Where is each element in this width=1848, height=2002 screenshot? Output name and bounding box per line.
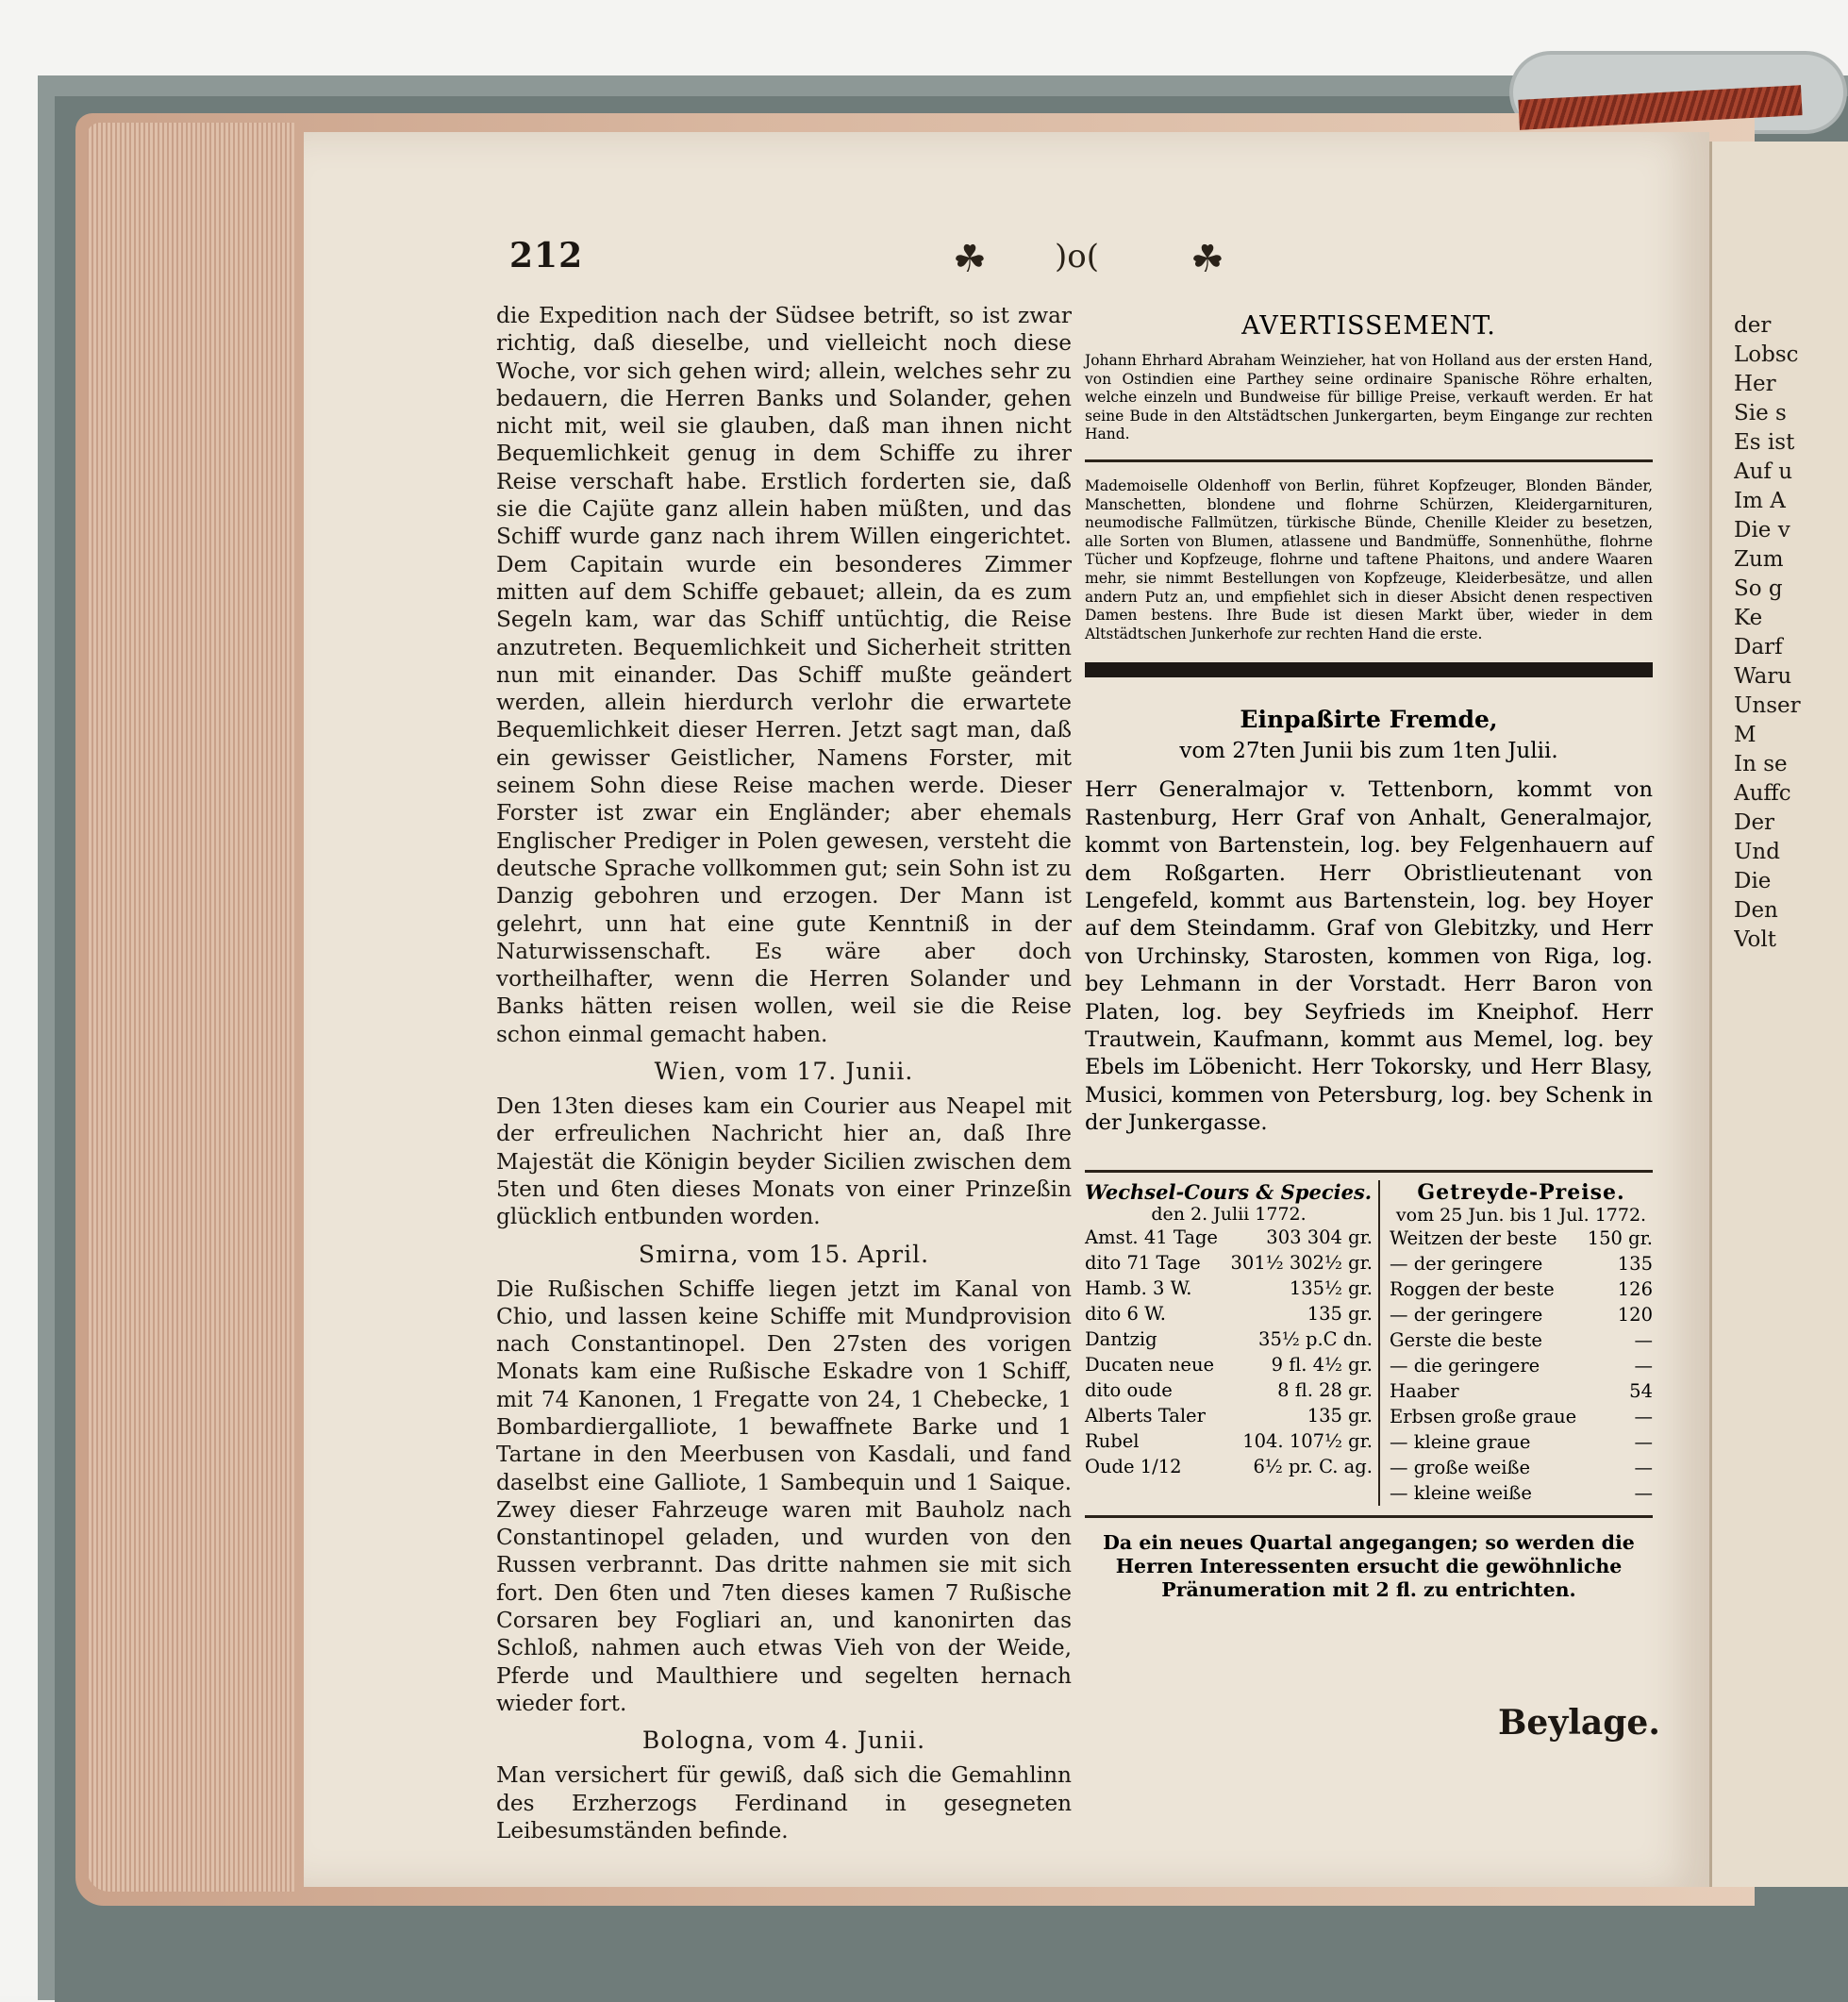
right-page-fragment: Sie s: [1734, 401, 1787, 425]
grain-label: Weitzen der beste: [1390, 1226, 1557, 1249]
ornament-left-icon: ☘: [953, 238, 987, 281]
grain-row: [1390, 1404, 1653, 1429]
exchange-value: 303 304 gr.: [1266, 1226, 1373, 1248]
right-page-fragment: Volt: [1734, 927, 1776, 952]
subscription-notice: Da ein neues Quartal angegangen; so werden die Herren Interessenten ersucht die gewöhnliche Pränumeration mit 2 fl. zu entrichten.: [1103, 1530, 1635, 1601]
avertissement-title: AVERTISSEMENT.: [1241, 311, 1496, 341]
ornament-center-icon: )o(: [1055, 238, 1099, 275]
exchange-title: Wechsel-Cours & Species.: [1085, 1179, 1373, 1204]
right-page-fragment: Die v: [1734, 518, 1790, 542]
exchange-value: 8 fl. 28 gr.: [1277, 1378, 1373, 1401]
exchange-row: [1085, 1276, 1373, 1301]
exchange-row: [1085, 1403, 1373, 1428]
exchange-value: 9 fl. 4½ gr.: [1271, 1353, 1373, 1376]
right-page-fragment: Lobsc: [1734, 342, 1799, 367]
exchange-label: Oude 1/12: [1085, 1455, 1182, 1477]
arrivals-subtitle: vom 27ten Junii bis zum 1ten Julii.: [1179, 739, 1558, 764]
grain-value: —: [1634, 1354, 1653, 1376]
right-page-fragment: Auf u: [1734, 459, 1793, 484]
exchange-label: Dantzig: [1085, 1327, 1157, 1350]
grain-label: Haaber: [1390, 1379, 1459, 1402]
exchange-label: Hamb. 3 W.: [1085, 1276, 1192, 1299]
article-bologna: Man versichert für gewiß, daß sich die Gemahlinn des Erzherzogs Ferdinand in gesegneten Leibesumständen befinde.: [496, 1762, 1072, 1844]
grain-label: Roggen der beste: [1390, 1277, 1555, 1300]
exchange-row: [1085, 1454, 1373, 1479]
grain-value: —: [1634, 1328, 1653, 1351]
dateline-wien: Wien, vom 17. Junii.: [654, 1058, 914, 1086]
right-page-fragment: Unser: [1734, 693, 1801, 718]
exchange-value: 104. 107½ gr.: [1242, 1429, 1373, 1452]
grain-value: 150 gr.: [1587, 1226, 1653, 1249]
grain-row: [1390, 1455, 1653, 1480]
right-page-fragment: Auffc: [1734, 781, 1791, 806]
grain-label: — der geringere: [1390, 1252, 1543, 1275]
exchange-date: den 2. Julii 1772.: [1151, 1203, 1307, 1225]
advert-weinzieher: Johann Ehrhard Abraham Weinzieher, hat von Holland aus der ersten Hand, von Ostindien eine Parthey seine ordinaire Spanische Röhre erhalten, welche einzeln und Bundweise für billige Preise, verkauft werden. Er hat seine Bude in den Altstädtschen Junkergarten, beym Eingange zur rechten Hand.: [1085, 352, 1653, 443]
grain-value: —: [1634, 1456, 1653, 1478]
right-page-fragment: Ke: [1734, 606, 1763, 630]
exchange-label: Amst. 41 Tage: [1085, 1226, 1218, 1248]
exchange-label: dito 6 W.: [1085, 1302, 1166, 1325]
exchange-label: Ducaten neue: [1085, 1353, 1215, 1376]
arrivals-title: Einpaßirte Fremde,: [1240, 706, 1498, 734]
exchange-value: 301½ 302½ gr.: [1230, 1251, 1373, 1274]
right-page-fragment: So g: [1734, 576, 1783, 601]
exchange-label: Alberts Taler: [1085, 1404, 1206, 1426]
grain-label: Gerste die beste: [1390, 1328, 1542, 1351]
grain-row: [1390, 1378, 1653, 1404]
grain-value: —: [1634, 1430, 1653, 1453]
grain-row: [1390, 1251, 1653, 1276]
exchange-table: [1085, 1180, 1380, 1506]
grain-label: Erbsen große graue: [1390, 1405, 1577, 1427]
article-smirna: Die Rußischen Schiffe liegen jetzt im Kanal von Chio, und lassen keine Schiffe mit Mundprovision nach Constantinopel. Den 27sten des vorigen Monats kam eine Rußische Eskadre von 1 Schiff, mit 74 Kanonen, 1 Fregatte von 24, 1 Chebecke, 1 Bombardiergalliote, 1 bewaffnete Barke und 1 Tartane in den Meerbusen von Kasdali, und fand daselbst eine Galliote, 1 Sambequin und 1 Saique. Zwey dieser Fahrzeuge waren mit Bauholz nach Constantinopel geladen, und wurden von den Russen verbrannt. Das dritte nahmen sie mit sich fort. Den 6ten und 7ten dieses kamen 7 Rußische Corsaren bey Fogliari an, und kanonirten das Schloß, nahmen auch etwas Vieh von der Weide, Pferde und Maulthiere und segelten hernach wieder fort.: [496, 1276, 1072, 1716]
right-column: [1085, 311, 1653, 1602]
article-expedition: die Expedition nach der Südsee betrift, so ist zwar richtig, daß dieselbe, und vielleicht noch diese Woche, vor sich gehen wird; allein, welches sehr zu bedauern, die Herren Banks und Solander, gehen nicht mit, weil sie glauben, daß man ihnen nicht Bequemlichkeit genug in dem Schiffe zu ihrer Reise verschaft habe. Erstlich forderten sie, daß sie die Cajüte ganz allein haben müßten, und das Schiff wurde ganz nach ihrem Willen eingerichtet. Dem Capitain wurde ein besonderes Zimmer mitten auf dem Schiffe gebauet; allein, da es zum Segeln kam, war das Schiff untüchtig, die Reise anzutreten. Bequemlichkeit und Sicherheit stritten nun mit einander. Das Schiff mußte geändert werden, allein hierdurch verlohr die erwartete Bequemlichkeit dieser Herren. Jetzt sagt man, daß ein gewisser Geistlicher, Namens Forster, mit seinem Sohn diese Reise machen werde. Dieser Forster ist zwar ein Engländer; aber ehemals Englischer Prediger in Polen gewesen, versteht die deutsche Sprache vollkommen gut; sein Sohn ist zu Danzig gebohren und erzogen. Der Mann ist gelehrt, unn hat eine gute Kenntniß in der Naturwissenschaft. Es wäre aber doch vortheilhafter, wenn die Herren Solander und Banks hätten reisen wollen, weil sie die Reise schon einmal gemacht haben.: [496, 303, 1072, 1047]
grain-table: [1380, 1180, 1653, 1506]
grain-value: 54: [1629, 1379, 1653, 1402]
right-page-fragment: Es ist: [1734, 430, 1795, 455]
divider: [1085, 459, 1653, 462]
right-page-fragment: Zum: [1734, 547, 1784, 572]
grain-label: — kleine weiße: [1390, 1481, 1532, 1504]
grain-label: — große weiße: [1390, 1456, 1531, 1478]
dateline-bologna: Bologna, vom 4. Junii.: [641, 1727, 926, 1755]
exchange-row: [1085, 1377, 1373, 1403]
right-page-fragments: [1734, 311, 1847, 955]
grain-date: vom 25 Jun. bis 1 Jul. 1772.: [1395, 1204, 1647, 1226]
exchange-row: [1085, 1428, 1373, 1454]
grain-row: [1390, 1226, 1653, 1251]
exchange-row: [1085, 1225, 1373, 1250]
right-page-fragment: Die: [1734, 869, 1772, 893]
right-page-fragment: Und: [1734, 840, 1780, 864]
exchange-value: 35½ p.C dn.: [1258, 1327, 1373, 1350]
grain-label: — der geringere: [1390, 1303, 1543, 1326]
grain-row: [1390, 1429, 1653, 1455]
exchange-row: [1085, 1301, 1373, 1326]
thick-divider: [1085, 662, 1653, 677]
right-page-fragment: In se: [1734, 752, 1788, 776]
exchange-value: 6½ pr. C. ag.: [1253, 1455, 1373, 1477]
price-tables: [1085, 1170, 1653, 1506]
article-wien: Den 13ten dieses kam ein Courier aus Neapel mit der erfreulichen Nachricht hier an, daß Ihre Majestät die Königin beyder Sicilien zwischen dem 5ten und 6ten dieses Monats von einer Prinzeßin glücklich entbunden worden.: [496, 1093, 1072, 1230]
grain-value: 135: [1617, 1252, 1653, 1275]
exchange-value: 135 gr.: [1307, 1302, 1373, 1325]
right-page-fragment: Den: [1734, 898, 1778, 923]
grain-label: — kleine graue: [1390, 1430, 1531, 1453]
exchange-value: 135½ gr.: [1289, 1276, 1373, 1299]
right-page-fragment: M: [1734, 723, 1756, 747]
exchange-value: 135 gr.: [1307, 1404, 1373, 1426]
exchange-label: dito 71 Tage: [1085, 1251, 1201, 1274]
right-page-fragment: Waru: [1734, 664, 1792, 689]
right-page-fragment: Darf: [1734, 635, 1783, 659]
grain-label: — die geringere: [1390, 1354, 1540, 1376]
ornament-right-icon: ☘: [1190, 238, 1224, 281]
grain-value: 126: [1617, 1277, 1653, 1300]
beylage-catchword: Beylage.: [1498, 1703, 1660, 1743]
right-page-fragment: der: [1734, 313, 1772, 338]
page-number: 212: [509, 236, 584, 275]
grain-row: [1390, 1353, 1653, 1378]
grain-row: [1390, 1302, 1653, 1327]
arrivals-list: Herr Generalmajor v. Tettenborn, kommt von Rastenburg, Herr Graf von Anhalt, Generalmajor, kommt von Bartenstein, log. bey Felgenhauern auf dem Roßgarten. Herr Obristlieutenant von Lengefeld, kommt aus Bartenstein, log. bey Hoyer auf dem Steindamm. Graf von Glebitzky, und Herr von Urchinsky, Starosten, kommen von Riga, log. bey Lehmann in der Vorstadt. Herr Baron von Platen, log. bey Seyfrieds im Kneiphof. Herr Trautwein, Kaufmann, kommt aus Memel, log. bey Ebels im Löbenicht. Herr Tokorsky, und Herr Blasy, Musici, kommen von Petersburg, log. bey Schenk in der Junkergasse.: [1085, 777, 1653, 1136]
right-page-fragment: Der: [1734, 810, 1775, 835]
right-page-fragment: Im A: [1734, 489, 1786, 513]
grain-row: [1390, 1480, 1653, 1506]
exchange-rows: [1085, 1225, 1373, 1479]
grain-row: [1390, 1327, 1653, 1353]
page-edges: [87, 123, 294, 1892]
grain-rows: [1390, 1226, 1653, 1506]
right-page-fragment: Her: [1734, 372, 1776, 396]
exchange-row: [1085, 1326, 1373, 1352]
grain-value: —: [1634, 1405, 1653, 1427]
left-column: [496, 302, 1072, 1844]
exchange-row: [1085, 1250, 1373, 1276]
exchange-label: dito oude: [1085, 1378, 1173, 1401]
exchange-label: Rubel: [1085, 1429, 1140, 1452]
grain-row: [1390, 1276, 1653, 1302]
grain-value: 120: [1617, 1303, 1653, 1326]
advert-oldenhoff: Mademoiselle Oldenhoff von Berlin, führet Kopfzeuger, Blonden Bänder, Manschetten, blondene und flohrne Schürzen, Kleidergarnituren, neumodische Fallmützen, türkische Bünde, Chenille Kleider zu besetzen, alle Sorten von Blumen, atlassene und Bandmüffe, Sonnenhüthe, flohrne Tücher und Kopfzeuge, flohrne und taftene Phaitons, und andere Waaren mehr, sie nimmt Bestellungen von Kopfzeuge, Kleiderbesätze, und allen andern Putz an, und empfiehlet sich in dieser Absicht denen respectiven Damen bestens. Ihre Bude ist diesen Markt über, wieder in dem Altstädtschen Junkerhofe zur rechten Hand die erste.: [1085, 476, 1653, 642]
exchange-row: [1085, 1352, 1373, 1377]
grain-title: Getreyde-Preise.: [1417, 1179, 1625, 1205]
divider-bottom: [1085, 1515, 1653, 1518]
dateline-smirna: Smirna, vom 15. April.: [638, 1240, 930, 1268]
grain-value: —: [1634, 1481, 1653, 1504]
